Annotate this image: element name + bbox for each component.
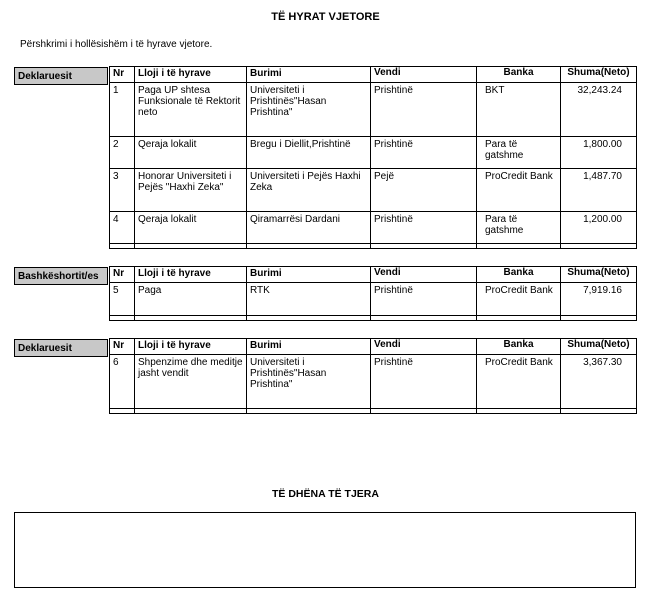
table-row	[110, 212, 637, 244]
table-row	[110, 283, 637, 316]
cell-amount: 1,487.70	[561, 169, 637, 212]
cell-amount: 3,367.30	[561, 355, 637, 409]
cell-amount: 7,919.16	[561, 283, 637, 316]
header-nr: Nr	[110, 267, 135, 283]
table-spacer-row	[110, 409, 637, 414]
cell-bank: Para të gatshme	[477, 137, 561, 169]
cell-bank: ProCredit Bank	[477, 283, 561, 316]
cell-source: Universiteti i Prishtinës"Hasan Prishtina"	[247, 355, 371, 409]
header-nr: Nr	[110, 339, 135, 355]
cell-type: Honorar Universiteti i Pejës "Haxhi Zeka"	[135, 169, 247, 212]
table-row	[110, 169, 637, 212]
header-bank: Banka	[477, 267, 561, 283]
header-bank: Banka	[477, 339, 561, 355]
other-data-box	[14, 512, 636, 588]
cell-nr: 6	[110, 355, 135, 409]
header-type: Lloji i të hyrave	[135, 267, 247, 283]
income-table-declarant-2	[109, 338, 636, 414]
cell-nr: 3	[110, 169, 135, 212]
table-header-row	[110, 267, 637, 283]
cell-source: Universiteti i Pejës Haxhi Zeka	[247, 169, 371, 212]
cell-country: Prishtinë	[371, 83, 477, 137]
header-amount: Shuma(Neto)	[561, 67, 637, 83]
cell-nr: 1	[110, 83, 135, 137]
section-label-declarant-2: Deklaruesit	[14, 339, 108, 357]
page-title: TË HYRAT VJETORE	[271, 11, 380, 23]
table-header-row	[110, 339, 637, 355]
income-table-spouse	[109, 266, 636, 321]
section-label-spouse: Bashkëshortit/es	[14, 267, 108, 285]
table-spacer-row	[110, 244, 637, 249]
cell-country: Prishtinë	[371, 355, 477, 409]
header-source: Burimi	[247, 67, 371, 83]
header-country: Vendi	[371, 267, 477, 283]
cell-country: Pejë	[371, 169, 477, 212]
cell-source: Qiramarrësi Dardani	[247, 212, 371, 244]
cell-nr: 4	[110, 212, 135, 244]
other-data-title: TË DHËNA TË TJERA	[272, 488, 379, 500]
cell-type: Paga	[135, 283, 247, 316]
table-row	[110, 83, 637, 137]
cell-nr: 2	[110, 137, 135, 169]
cell-country: Prishtinë	[371, 137, 477, 169]
header-bank: Banka	[477, 67, 561, 83]
cell-type: Shpenzime dhe meditje jasht vendit	[135, 355, 247, 409]
cell-amount: 1,800.00	[561, 137, 637, 169]
cell-bank: Para të gatshme	[477, 212, 561, 244]
cell-type: Qeraja lokalit	[135, 212, 247, 244]
header-type: Lloji i të hyrave	[135, 67, 247, 83]
cell-bank: ProCredit Bank	[477, 169, 561, 212]
section-label-declarant: Deklaruesit	[14, 67, 108, 85]
header-nr: Nr	[110, 67, 135, 83]
income-table-declarant	[109, 66, 636, 249]
table-row	[110, 137, 637, 169]
cell-source: RTK	[247, 283, 371, 316]
table-header-row	[110, 67, 637, 83]
cell-country: Prishtinë	[371, 212, 477, 244]
page-description: Përshkrimi i hollësishëm i të hyrave vjetore.	[20, 39, 213, 50]
header-amount: Shuma(Neto)	[561, 339, 637, 355]
cell-bank: ProCredit Bank	[477, 355, 561, 409]
cell-nr: 5	[110, 283, 135, 316]
header-source: Burimi	[247, 339, 371, 355]
table-row	[110, 355, 637, 409]
header-country: Vendi	[371, 339, 477, 355]
cell-source: Universiteti i Prishtinës"Hasan Prishtina"	[247, 83, 371, 137]
cell-bank: BKT	[477, 83, 561, 137]
cell-amount: 32,243.24	[561, 83, 637, 137]
cell-amount: 1,200.00	[561, 212, 637, 244]
cell-source: Bregu i Diellit,Prishtinë	[247, 137, 371, 169]
header-amount: Shuma(Neto)	[561, 267, 637, 283]
header-country: Vendi	[371, 67, 477, 83]
cell-type: Qeraja lokalit	[135, 137, 247, 169]
header-source: Burimi	[247, 267, 371, 283]
table-spacer-row	[110, 316, 637, 321]
cell-type: Paga UP shtesa Funksionale të Rektorit neto	[135, 83, 247, 137]
header-type: Lloji i të hyrave	[135, 339, 247, 355]
cell-country: Prishtinë	[371, 283, 477, 316]
